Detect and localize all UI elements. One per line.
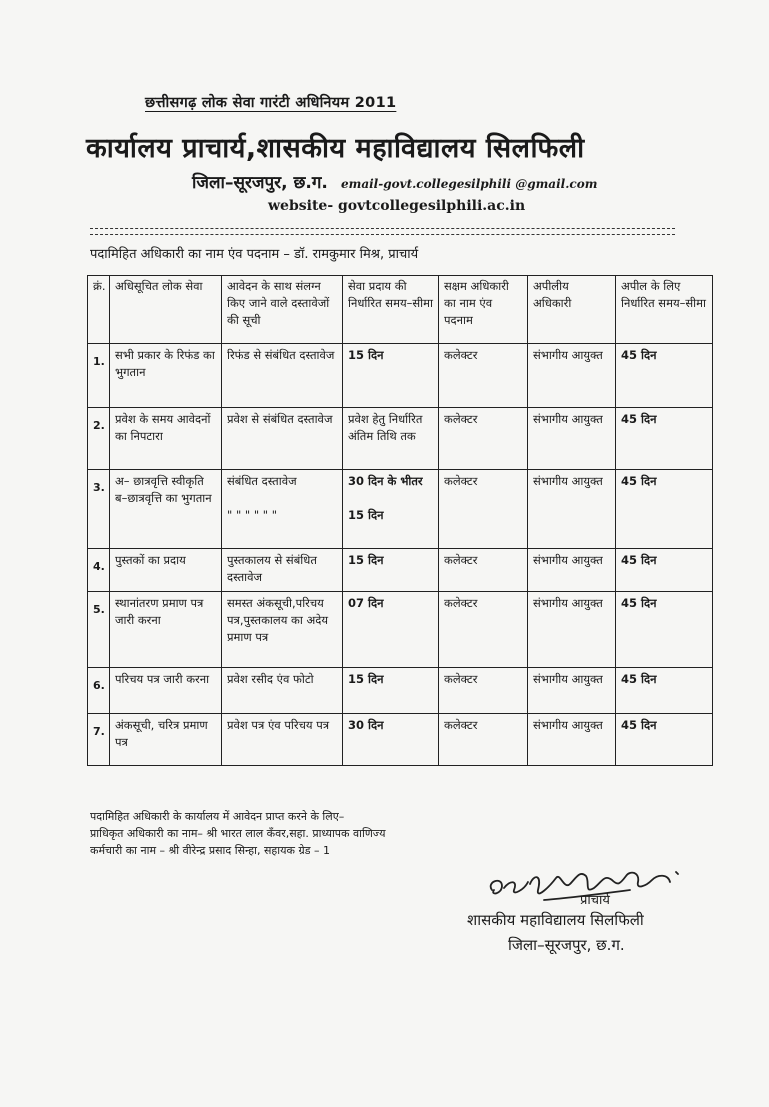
cell-documents: प्रवेश से संबंधित दस्तावेज bbox=[222, 408, 343, 470]
district-text: जिला–सूरजपुर, छ.ग. bbox=[192, 173, 328, 193]
dashed-divider bbox=[90, 228, 675, 229]
table-row bbox=[88, 470, 713, 549]
footer-line: प्राधिकृत अधिकारी का नाम– श्री भारत लाल कँवर,सहा. प्राध्यापक वाणिज्य bbox=[90, 827, 386, 840]
cell-sn: 4. bbox=[88, 549, 110, 592]
cell-sn: 1. bbox=[88, 344, 110, 408]
cell-service: अंकसूची, चरित्र प्रमाण पत्र bbox=[110, 714, 222, 766]
header-time-limit: सेवा प्रदाय की निर्धारित समय–सीमा bbox=[343, 276, 439, 344]
header-sn: क्रं. bbox=[88, 276, 110, 344]
table-row bbox=[88, 668, 713, 714]
cell-appeal-time: 45 दिन bbox=[616, 470, 713, 549]
cell-competent-officer: कलेक्टर bbox=[439, 668, 528, 714]
cell-time-limit: 15 दिन bbox=[343, 344, 439, 408]
cell-time-limit: 30 दिन bbox=[343, 714, 439, 766]
cell-documents: प्रवेश पत्र एंव परिचय पत्र bbox=[222, 714, 343, 766]
cell-sn: 3. bbox=[88, 470, 110, 549]
cell-competent-officer: कलेक्टर bbox=[439, 592, 528, 668]
email-text: email-govt.collegesilphili @gmail.com bbox=[341, 177, 598, 191]
cell-appeal-time: 45 दिन bbox=[616, 668, 713, 714]
cell-competent-officer: कलेक्टर bbox=[439, 344, 528, 408]
cell-service: स्थानांतरण प्रमाण पत्र जारी करना bbox=[110, 592, 222, 668]
cell-appellate-officer: संभागीय आयुक्त bbox=[528, 592, 616, 668]
cell-time-limit: 15 दिन bbox=[343, 668, 439, 714]
handwritten-signature bbox=[480, 860, 740, 910]
header-documents: आवेदन के साथ संलग्न किए जाने वाले दस्तावेजों की सूची bbox=[222, 276, 343, 344]
act-title: छत्तीसगढ़ लोक सेवा गारंटी अधिनियम 2011 bbox=[145, 95, 397, 111]
cell-appellate-officer: संभागीय आयुक्त bbox=[528, 470, 616, 549]
office-title: कार्यालय प्राचार्य,शासकीय महाविद्यालय सिलफिली bbox=[86, 133, 585, 164]
cell-sn: 6. bbox=[88, 668, 110, 714]
cell-competent-officer: कलेक्टर bbox=[439, 470, 528, 549]
cell-appeal-time: 45 दिन bbox=[616, 549, 713, 592]
table-header-row bbox=[88, 276, 713, 344]
cell-documents: पुस्तकालय से संबंधित दस्तावेज bbox=[222, 549, 343, 592]
footer-line: कर्मचारी का नाम – श्री वीरेन्द्र प्रसाद सिन्हा, सहायक ग्रेड – 1 bbox=[90, 844, 331, 857]
cell-documents: समस्त अंकसूची,परिचय पत्र,पुस्तकालय का अदेय प्रमाण पत्र bbox=[222, 592, 343, 668]
cell-appellate-officer: संभागीय आयुक्त bbox=[528, 344, 616, 408]
cell-documents: प्रवेश रसीद एंव फोटो bbox=[222, 668, 343, 714]
website-text: website- govtcollegesilphili.ac.in bbox=[268, 198, 526, 214]
header-appeal-time: अपील के लिए निर्धारित समय–सीमा bbox=[616, 276, 713, 344]
table-row bbox=[88, 549, 713, 592]
table-row bbox=[88, 408, 713, 470]
cell-competent-officer: कलेक्टर bbox=[439, 549, 528, 592]
cell-appellate-officer: संभागीय आयुक्त bbox=[528, 714, 616, 766]
cell-time-limit: 15 दिन bbox=[343, 549, 439, 592]
cell-sn: 5. bbox=[88, 592, 110, 668]
cell-competent-officer: कलेक्टर bbox=[439, 408, 528, 470]
cell-service: अ– छात्रवृत्ति स्वीकृति ब–छात्रवृत्ति का भुगतान bbox=[110, 470, 222, 549]
cell-appellate-officer: संभागीय आयुक्त bbox=[528, 668, 616, 714]
cell-documents: संबंधित दस्तावेज " " " " " " bbox=[222, 470, 343, 549]
header-competent-officer: सक्षम अधिकारी का नाम एंव पदनाम bbox=[439, 276, 528, 344]
table-row bbox=[88, 592, 713, 668]
signatory-college: शासकीय महाविद्यालय सिलफिली bbox=[467, 911, 644, 929]
header-appellate-officer: अपीलीय अधिकारी bbox=[528, 276, 616, 344]
cell-service: सभी प्रकार के रिफंड का भुगतान bbox=[110, 344, 222, 408]
footer-notes bbox=[90, 808, 385, 859]
cell-time-limit: प्रवेश हेतु निर्धारित अंतिम तिथि तक bbox=[343, 408, 439, 470]
district-line bbox=[192, 170, 597, 193]
cell-appeal-time: 45 दिन bbox=[616, 592, 713, 668]
cell-time-limit: 07 दिन bbox=[343, 592, 439, 668]
cell-sn: 7. bbox=[88, 714, 110, 766]
cell-appeal-time: 45 दिन bbox=[616, 344, 713, 408]
cell-service: प्रवेश के समय आवेदनों का निपटारा bbox=[110, 408, 222, 470]
cell-sn: 2. bbox=[88, 408, 110, 470]
cell-service: परिचय पत्र जारी करना bbox=[110, 668, 222, 714]
cell-appeal-time: 45 दिन bbox=[616, 714, 713, 766]
designated-officer: पदामिहित अधिकारी का नाम एंव पदनाम – डॉ. रामकुमार मिश्र, प्राचार्य bbox=[90, 247, 419, 262]
cell-appellate-officer: संभागीय आयुक्त bbox=[528, 408, 616, 470]
services-table bbox=[87, 275, 713, 766]
cell-time-limit: 30 दिन के भीतर 15 दिन bbox=[343, 470, 439, 549]
signatory-title: प्राचार्य bbox=[580, 893, 610, 908]
signatory-district: जिला–सूरजपुर, छ.ग. bbox=[508, 936, 625, 954]
cell-documents: रिफंड से संबंधित दस्तावेज bbox=[222, 344, 343, 408]
cell-service: पुस्तकों का प्रदाय bbox=[110, 549, 222, 592]
cell-appellate-officer: संभागीय आयुक्त bbox=[528, 549, 616, 592]
table-row bbox=[88, 344, 713, 408]
dashed-divider bbox=[90, 234, 675, 235]
table-row bbox=[88, 714, 713, 766]
footer-line: पदामिहित अधिकारी के कार्यालय में आवेदन प्राप्त करने के लिए– bbox=[90, 810, 345, 823]
header-service: अधिसूचित लोक सेवा bbox=[110, 276, 222, 344]
cell-appeal-time: 45 दिन bbox=[616, 408, 713, 470]
cell-competent-officer: कलेक्टर bbox=[439, 714, 528, 766]
